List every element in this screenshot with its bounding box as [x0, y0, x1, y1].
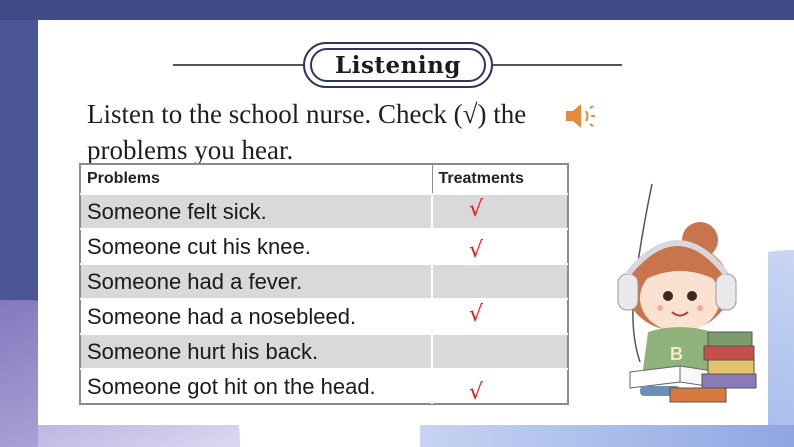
table-row — [81, 229, 568, 264]
table-header-row — [81, 165, 568, 195]
check-mark: √ — [469, 302, 484, 327]
check-mark: √ — [469, 197, 484, 222]
girl-with-headphones-illustration — [600, 182, 770, 420]
table-row — [81, 264, 568, 299]
shirt-letter: B — [670, 344, 683, 364]
treatment-cell[interactable] — [432, 194, 568, 229]
check-mark: √ — [469, 238, 484, 263]
problem-cell: Someone cut his knee. — [81, 229, 433, 264]
instruction-text: Listen to the school nurse. Check (√) the problems you hear. — [87, 99, 527, 165]
header-treatments: Treatments — [432, 165, 568, 195]
top-banner — [0, 0, 794, 20]
problem-cell: Someone hurt his back. — [81, 334, 433, 369]
check-mark: √ — [469, 380, 484, 405]
treatment-cell[interactable] — [432, 229, 568, 264]
table-row — [81, 299, 568, 334]
treatment-cell[interactable] — [432, 264, 568, 299]
page-title: Listening — [310, 48, 486, 82]
decorative-bottom-band — [420, 425, 794, 447]
problems-table — [80, 164, 568, 404]
header-problems: Problems — [81, 165, 433, 195]
treatment-cell[interactable] — [432, 334, 568, 369]
speaker-icon[interactable] — [564, 100, 598, 132]
table-row — [81, 369, 568, 404]
title-badge — [303, 42, 493, 88]
problem-cell: Someone had a fever. — [81, 264, 433, 299]
title-divider-right — [492, 64, 622, 66]
problem-cell: Someone had a nosebleed. — [81, 299, 433, 334]
table-row — [81, 334, 568, 369]
title-divider-left — [173, 64, 305, 66]
treatment-cell[interactable] — [432, 299, 568, 334]
problem-cell: Someone felt sick. — [81, 194, 433, 229]
treatment-cell[interactable] — [432, 369, 568, 404]
problem-cell: Someone got hit on the head. — [81, 369, 433, 404]
table-row — [81, 194, 568, 229]
